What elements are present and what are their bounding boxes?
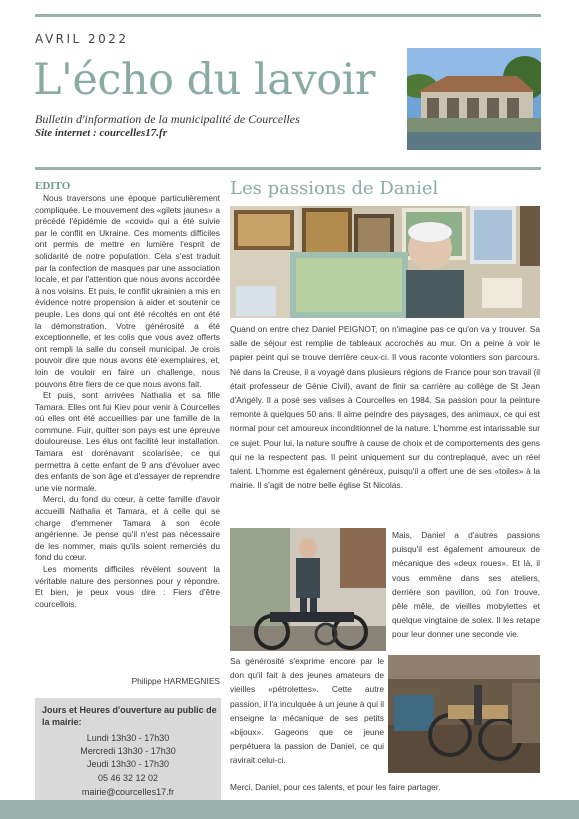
edito-label: EDITO <box>35 180 71 192</box>
edito-paragraph: Et puis, sont arrivées Nathalia et sa fille Tamara. Elles ont fui Kiev pour venir à Courcelles où elles ont été accueillies par une famille de la commune. Fuir, quitter son pays est une épreuve douloureuse. Les élus ont facilité leur installation. Tamara est dorénavant scolarisée, ce qui permettra à cette enfant de 9 ans d'évoluer avec des enfants de son âge et d'essayer de reprendre une vie normale. <box>35 390 220 493</box>
edito-paragraph: Nous traversons une époque particulièrement compliquée. Le mouvement des «gilets jaunes» a précédé l'épidémie de «covid» qui a été suivie par le conflit en Ukraine. Ces moments difficiles ont permis de mettre en lumière l'esprit de solidarité de notre population. Cela s'est traduit par la confection de masques par une association locale, et par l'attention que nous avons accordée à nos voisins. Et puis, le conflit ukrainien a mis en évidence notre propension à aider et soutenir ce peuple. Les dons qui ont été récoltés en ont été la démonstration. Votre générosité a été exceptionnelle, et les colis que vous avez offerts ont rempli la salle du conseil municipal. Je crois pouvoir dire que nous avons été exemplaires, et, loin de vouloir en faire un challenge, nous pouvons être fiers de ce que nous avons fait. <box>35 193 220 389</box>
website-line: Site internet : courcelles17.fr <box>35 127 167 139</box>
header-rule <box>35 167 541 170</box>
article-title: Les passions de Daniel <box>230 178 439 199</box>
hours-line: Mercredi 13h30 - 17h30 <box>80 746 176 756</box>
article-paragraph: Mais, Daniel a d'autres passions puisqu'il est également amoureux de mécanique des «deux roues». Et là, il vous emmène dans ses ateliers, derrière son pavillon, où l'on trouve, pêle mêle, de vieilles mobylettes et quelque vingtaine de solex. Il les retape pour leur donner une seconde vie. <box>392 530 540 640</box>
mairie-hours-box <box>35 698 221 802</box>
newsletter-subtitle: Bulletin d'information de la municipalité de Courcelles <box>35 112 300 126</box>
edito-text <box>35 193 220 610</box>
top-rule <box>35 14 541 17</box>
email-address[interactable]: mairie@courcelles17.fr <box>81 787 175 797</box>
issue-date: AVRIL 2022 <box>35 32 129 46</box>
phone-number: 05 46 32 12 02 <box>97 773 159 783</box>
edito-paragraph: Merci, du fond du cœur, à cette famille d'avoir accueilli Nathalia et Tamara, et à celle qui se charge d'emmener Tamara à son école angérienne. Je pense qu'il n'est pas nécessaire de les nommer, mais qu'ils soient remerciés du fond du cœur. <box>35 494 220 563</box>
hours-line: Jeudi 13h30 - 17h30 <box>86 759 170 769</box>
edito-signature: Philippe HARMEGNIES <box>131 676 220 686</box>
hours-title: Jours et Heures d'ouverture au public de la mairie: <box>42 705 217 727</box>
article-paragraph: Merci, Daniel, pour ces talents, et pour les faire partager. <box>230 782 441 792</box>
mobylettes-photo <box>230 528 386 651</box>
article-paragraph: Sa générosité s'exprime encore par le don qu'il fait à des jeunes amateurs de vieilles «pétrolettes». Cette autre passion, il l'a inculquée à un jeune à qui il enseigne la mécanique de ses petits «bijoux». Gageons que ce jeune perpétuera la passion de Daniel, ce qui ravirait celui-ci. <box>230 656 384 766</box>
lavoir-photo <box>407 48 541 150</box>
edito-paragraph: Les moments difficiles révèlent souvent la véritable nature des personnes pour y répondre. Et bien, je peux vous dire : Fiers d'être courcellois. <box>35 564 220 609</box>
workshop-photo <box>388 655 540 773</box>
paintings-photo <box>230 206 540 318</box>
article-paragraph: Quand on entre chez Daniel PEIGNOT, on n'imagine pas ce qu'on va y trouver. Sa salle de séjour est remplie de tableaux accrochés au mur. On a peine à voir le papier peint qui se trouve derrière ceux-ci. Il vous raconte volontiers son parcours. Né dans la Creuse, il a voyagé dans plusieurs régions de France pour son travail (il était professeur de Génie Civil), avant de finir sa carrière au collège de St Jean d'Angély. Il a posé ses valises à Courcelles en 1984. Sa passion pour la peinture remonte à quelques 50 ans. Il aime peindre des paysages, des animaux, ce qui est normal pour cet amoureux inconditionnel de la nature. L'homme est intarissable sur ce sujet. Pour lui, la nature souffre à cause de choix et de comportements des gens qui ne la respectent pas. Il peint uniquement sur du contreplaqué, avec un réel talent. L'homme est également généreux, puisqu'il a offert une de ses «toiles» à la mairie. Il s'agit de notre belle église St Nicolas. <box>230 324 540 491</box>
footer-bar <box>0 800 579 819</box>
hours-line: Lundi 13h30 - 17h30 <box>86 733 170 743</box>
newsletter-title: L'écho du lavoir <box>33 55 375 105</box>
